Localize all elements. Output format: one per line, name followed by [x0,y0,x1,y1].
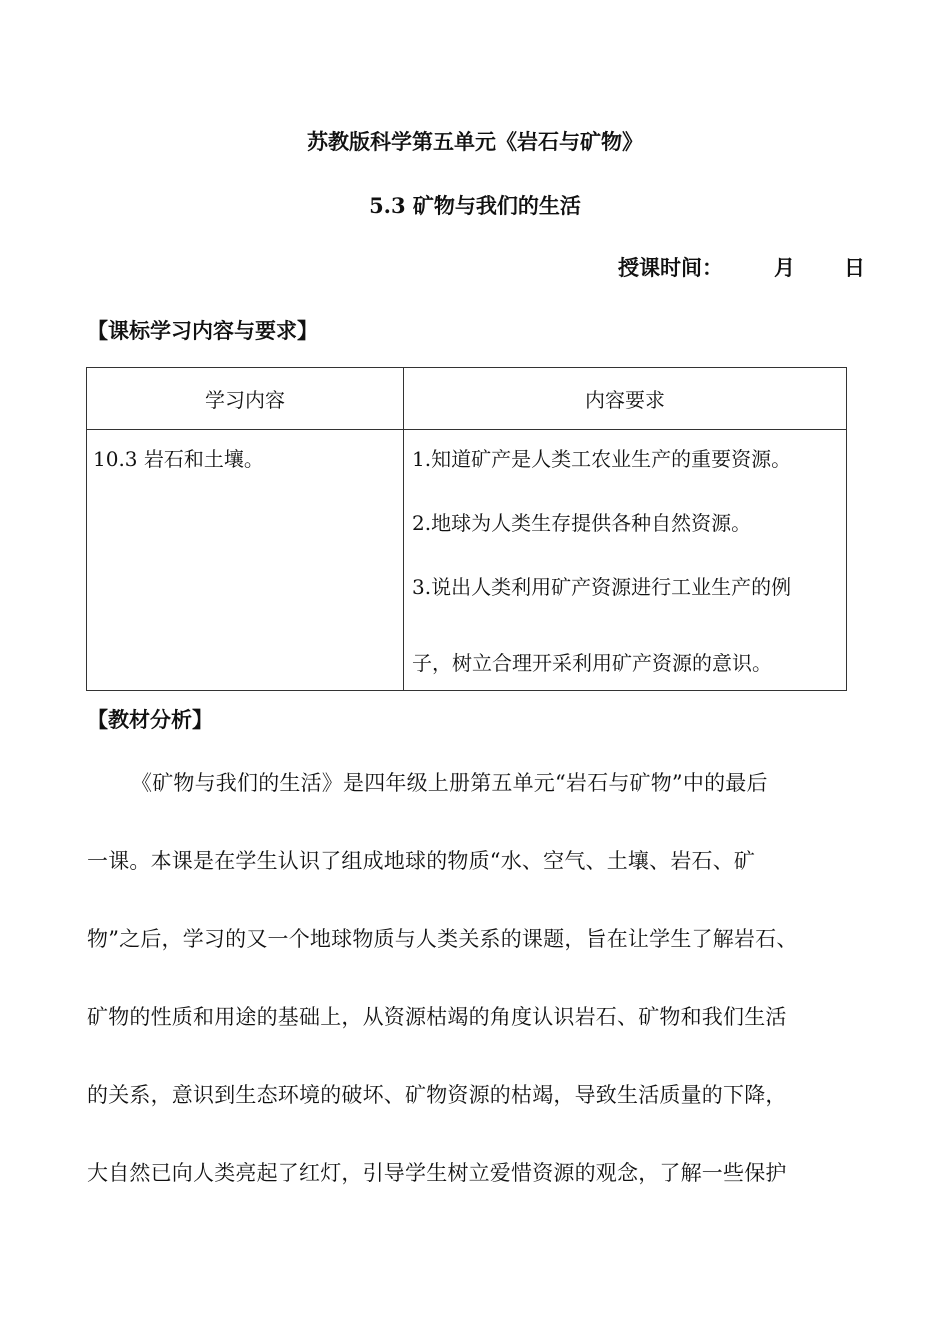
paragraph-line: 《矿物与我们的生活》是四年级上册第五单元“岩石与矿物”中的最后 [131,771,768,795]
day-label: 日 [844,255,865,280]
lesson-title: 5.3 矿物与我们的生活 [369,193,581,218]
paragraph-line: 矿物的性质和用途的基础上，从资源枯竭的角度认识岩石、矿物和我们生活 [87,1005,787,1029]
col-header-requirements: 内容要求 [404,368,847,430]
curriculum-table [86,367,847,691]
curriculum-heading: 【课标学习内容与要求】 [87,318,318,343]
requirement-item: 3.说出人类利用矿产资源进行工业生产的例 [412,575,792,599]
content-cell: 10.3 岩石和土壤。 [87,430,404,691]
col-header-content: 学习内容 [87,368,404,430]
table-row [87,430,847,691]
requirements-cell [404,430,847,691]
unit-title: 苏教版科学第五单元《岩石与矿物》 [307,129,643,154]
requirement-item: 1.知道矿产是人类工农业生产的重要资源。 [412,447,792,471]
paragraph-line: 的关系，意识到生态环境的破坏、矿物资源的枯竭，导致生活质量的下降， [87,1083,787,1107]
paragraph-line: 一课。本课是在学生认识了组成地球的物质“水、空气、土壤、岩石、矿 [87,849,756,873]
requirement-item: 2.地球为人类生存提供各种自然资源。 [412,511,752,535]
requirement-item-continued: 子，树立合理开采利用矿产资源的意识。 [412,651,772,675]
paragraph-line: 物”之后，学习的又一个地球物质与人类关系的课题，旨在让学生了解岩石、 [87,927,798,951]
table-header-row [87,368,847,430]
date-label: 授课时间： [618,255,723,280]
month-label: 月 [774,255,795,280]
analysis-heading: 【教材分析】 [87,707,213,732]
paragraph-line: 大自然已向人类亮起了红灯，引导学生树立爱惜资源的观念，了解一些保护 [87,1161,787,1185]
